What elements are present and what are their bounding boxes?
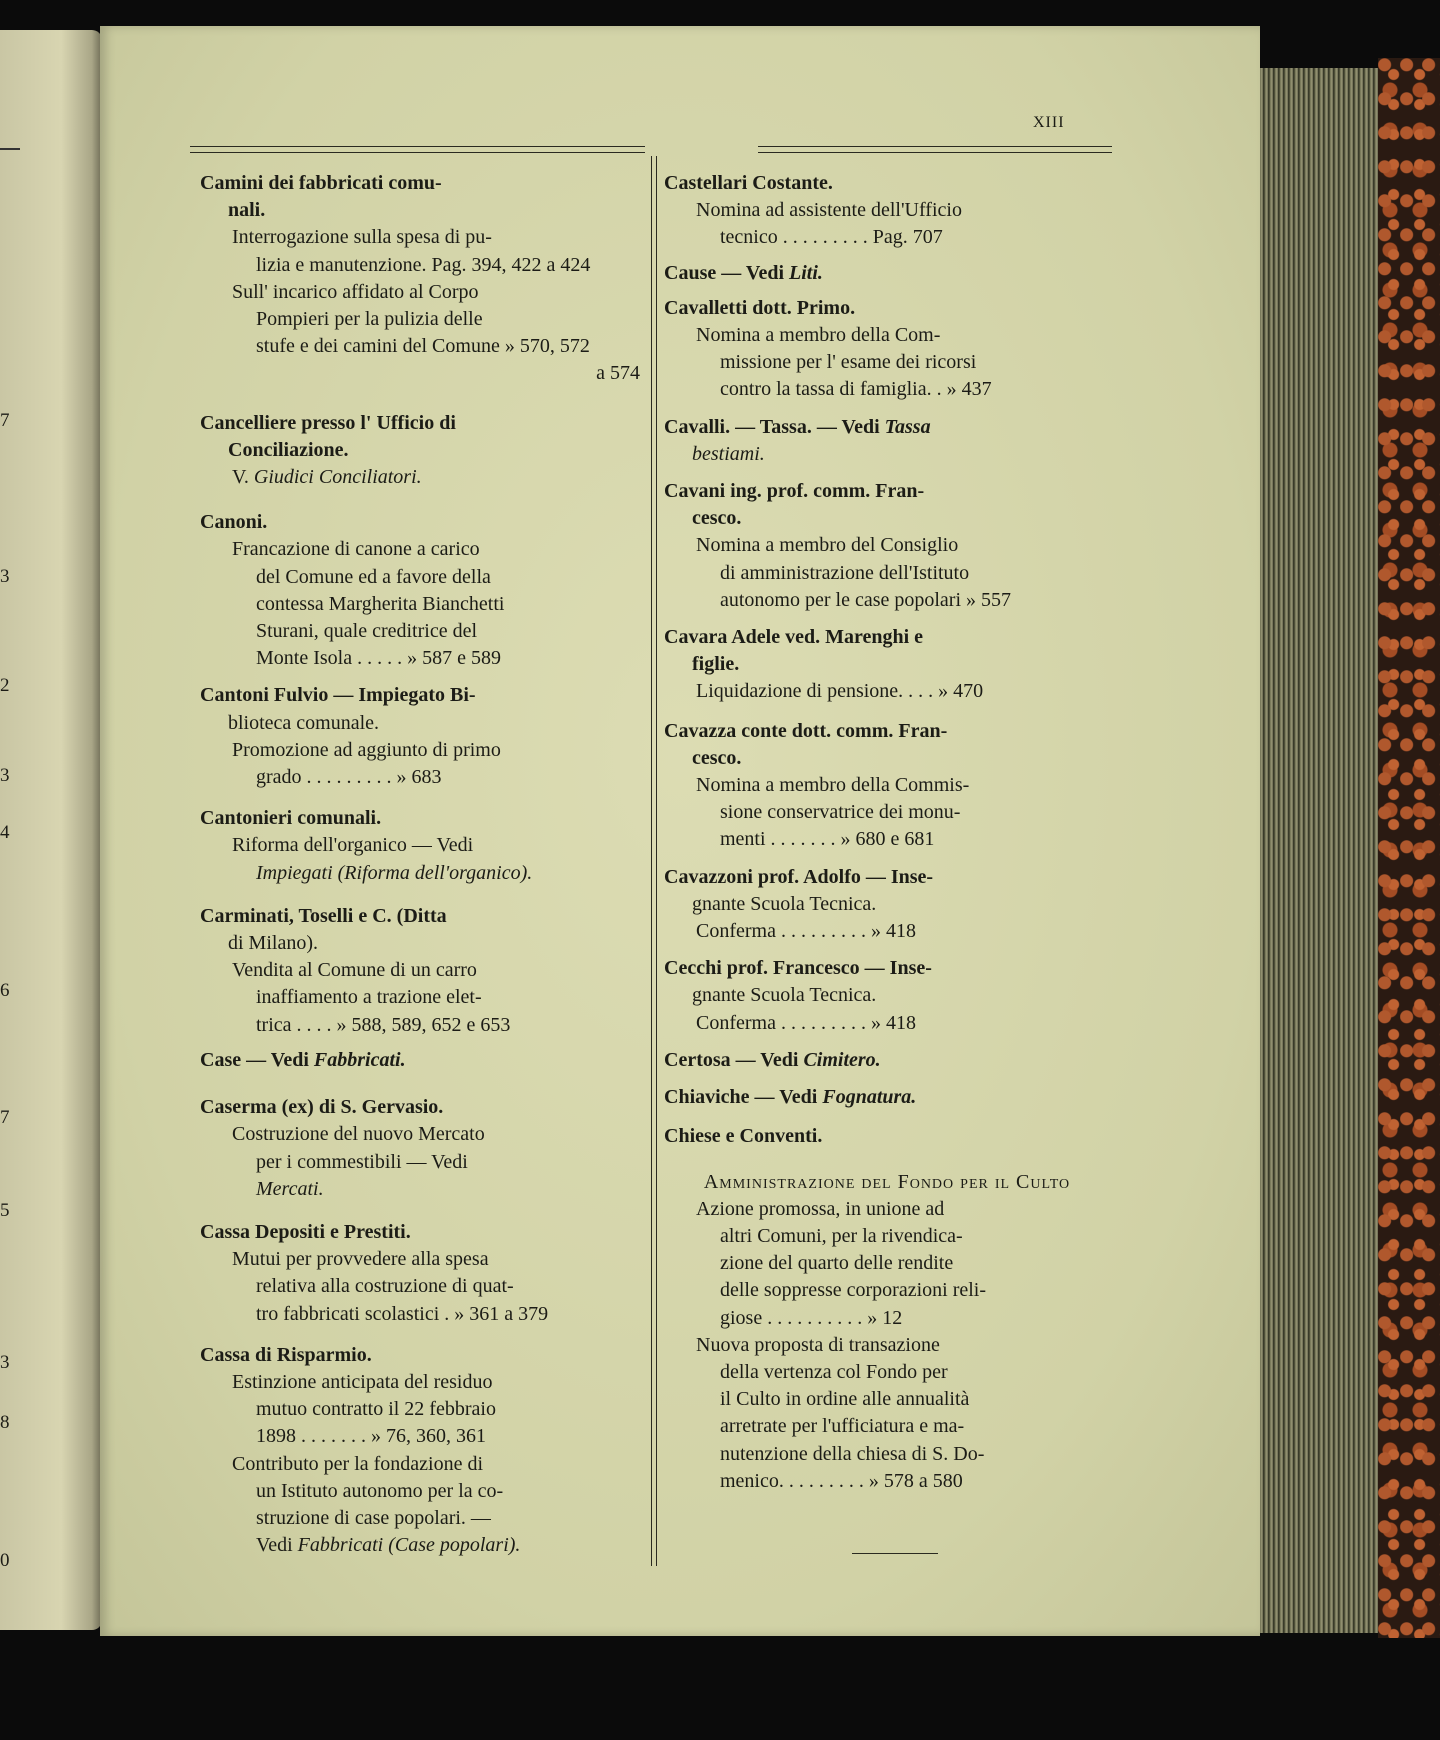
entry-text: 1898 . . . . . . . » 76, 360, 361 <box>256 1425 486 1448</box>
entry-text: Contributo per la fondazione di <box>232 1452 484 1475</box>
entry-text: di amministrazione dell'Istituto <box>720 561 970 584</box>
entry-text: relativa alla costruzione di quat- <box>256 1275 514 1298</box>
index-entry <box>664 1196 1104 1495</box>
entry-line <box>200 645 640 672</box>
entry-heading <box>200 197 640 224</box>
entry-line <box>200 1396 640 1423</box>
end-rule <box>852 1553 938 1554</box>
index-entry <box>200 1047 640 1074</box>
entry-text: stufe e dei camini del Comune » 570, 572 <box>256 335 590 358</box>
entry-text: Promozione ad aggiunto di primo <box>232 738 501 761</box>
index-entry <box>664 478 1104 614</box>
entry-line <box>200 1176 640 1203</box>
entry-text: tro fabbricati scolastici . » 361 a 379 <box>256 1302 549 1325</box>
entry-line <box>200 984 640 1011</box>
entry-line <box>664 1169 1104 1196</box>
entry-text: Conciliazione. <box>228 438 349 461</box>
index-entry <box>664 624 1104 706</box>
entry-text: Cavazza conte dott. comm. Fran- <box>664 719 948 742</box>
entry-heading <box>664 170 1104 197</box>
entry-line <box>664 1386 1104 1413</box>
entry-text: contessa Margherita Bianchetti <box>256 592 505 615</box>
cross-reference: bestiami. <box>692 442 765 465</box>
cross-reference: Mercati. <box>256 1177 324 1200</box>
entry-text: lizia e manutenzione. Pag. 394, 422 a 424 <box>256 253 591 276</box>
index-entry <box>664 955 1104 1037</box>
index-entry <box>664 1169 1104 1196</box>
entry-text: Nomina a membro della Com- <box>696 324 941 347</box>
entry-line <box>664 1250 1104 1277</box>
entry-text: Vendita al Comune di un carro <box>232 959 477 982</box>
book-cover-marbled <box>1378 58 1440 1638</box>
entry-line <box>200 360 640 387</box>
cross-reference: Giudici Conciliatori. <box>253 466 422 489</box>
entry-text: nali. <box>228 199 266 222</box>
entry-text: Mutui per provvedere alla spesa <box>232 1248 489 1271</box>
entry-text: Cavani ing. prof. comm. Fran- <box>664 480 925 503</box>
facing-page-number: 3 <box>0 566 10 587</box>
facing-page-number: 3 <box>0 765 10 786</box>
entry-text: altri Comuni, per la rivendica- <box>720 1224 963 1247</box>
entry-text: sione conservatrice dei monu- <box>720 801 961 824</box>
entry-text: blioteca comunale. <box>228 711 380 734</box>
entry-text: un Istituto autonomo per la co- <box>256 1479 504 1502</box>
entry-line <box>664 1277 1104 1304</box>
entry-heading <box>200 410 640 437</box>
entry-text: Cantonieri comunali. <box>200 807 382 830</box>
facing-page-rule <box>0 148 20 150</box>
entry-text: Vedi <box>256 1534 298 1557</box>
entry-line <box>664 560 1104 587</box>
entry-text: figlie. <box>692 653 740 676</box>
index-entry <box>200 170 640 388</box>
facing-page-number: 7 <box>0 410 10 431</box>
entry-heading <box>664 624 1104 651</box>
column-divider <box>651 156 657 1566</box>
facing-page-number: 8 <box>0 1412 10 1433</box>
entry-line <box>200 1149 640 1176</box>
entry-text: Conferma . . . . . . . . . » 418 <box>696 920 916 943</box>
entry-line <box>664 1196 1104 1223</box>
cross-reference: Liti. <box>789 261 823 284</box>
entry-text: Nomina a membro della Commis- <box>696 774 970 797</box>
index-entry <box>664 295 1104 404</box>
entry-line <box>200 1301 640 1328</box>
entry-line <box>664 441 1104 468</box>
index-entry <box>664 864 1104 946</box>
index-entry <box>664 414 1104 468</box>
entry-text: arretrate per l'ufficiatura e ma- <box>720 1415 965 1438</box>
entry-text: Castellari Costante. <box>664 172 833 194</box>
entry-heading <box>664 260 1104 287</box>
entry-line <box>200 564 640 591</box>
entry-text: Cassa di Risparmio. <box>200 1343 372 1366</box>
cross-reference: Impiegati (Riforma dell'organico). <box>256 861 533 884</box>
entry-line <box>200 1121 640 1148</box>
entry-text: autonomo per le case popolari » 557 <box>720 588 1012 611</box>
entry-heading <box>664 505 1104 532</box>
left-column <box>200 170 640 1559</box>
entry-text: Cecchi prof. Francesco — Inse- <box>664 957 932 980</box>
entry-heading <box>664 1084 1104 1111</box>
entry-text: giose . . . . . . . . . . » 12 <box>720 1306 903 1329</box>
entry-heading <box>200 903 640 930</box>
entry-line <box>664 826 1104 853</box>
entry-text: della vertenza col Fondo per <box>720 1360 948 1383</box>
entry-text: menico. . . . . . . . . » 578 a 580 <box>720 1469 963 1492</box>
index-entry <box>664 170 1104 252</box>
entry-text: Camini dei fabbricati comu- <box>200 172 442 194</box>
entry-text: Costruzione del nuovo Mercato <box>232 1123 485 1146</box>
entry-text: Azione promossa, in unione ad <box>696 1197 945 1220</box>
entry-line <box>200 860 640 887</box>
entry-heading <box>200 1094 640 1121</box>
entry-line <box>200 1273 640 1300</box>
entry-heading <box>664 295 1104 322</box>
entry-text: Sturani, quale creditrice del <box>256 620 478 643</box>
entry-text: Conferma . . . . . . . . . » 418 <box>696 1011 916 1034</box>
entry-text: gnante Scuola Tecnica. <box>692 892 877 915</box>
entry-line <box>200 764 640 791</box>
index-entry <box>200 1342 640 1560</box>
entry-line <box>200 464 640 491</box>
facing-page-number: 4 <box>0 822 10 843</box>
entry-heading <box>200 170 640 197</box>
cross-reference: Tassa <box>884 415 931 438</box>
index-entry <box>200 682 640 791</box>
index-entry <box>200 1219 640 1328</box>
entry-line <box>200 1369 640 1396</box>
entry-text: Cavalletti dott. Primo. <box>664 296 856 319</box>
entry-heading <box>664 1047 1104 1074</box>
entry-text: Pompieri per la pulizia delle <box>256 308 483 331</box>
index-entry <box>200 410 640 492</box>
index-entry <box>664 1123 1104 1150</box>
index-entry <box>664 260 1104 287</box>
entry-line <box>664 982 1104 1009</box>
entry-heading <box>664 478 1104 505</box>
entry-text: inaffiamento a trazione elet- <box>256 986 482 1009</box>
index-entry <box>664 1047 1104 1074</box>
entry-text: gnante Scuola Tecnica. <box>692 984 877 1007</box>
cross-reference: Fognatura. <box>822 1086 917 1109</box>
entry-line <box>664 918 1104 945</box>
page-number: XIII <box>1033 114 1065 131</box>
entry-text: Carminati, Toselli e C. (Ditta <box>200 904 447 927</box>
entry-line <box>664 1332 1104 1359</box>
entry-text: Francazione di canone a carico <box>232 538 480 561</box>
entry-line <box>664 1468 1104 1495</box>
entry-text: Riforma dell'organico — Vedi <box>232 834 474 857</box>
entry-line <box>200 1478 640 1505</box>
entry-heading <box>664 745 1104 772</box>
entry-text: Amministrazione del Fondo per il Culto <box>703 1170 1071 1193</box>
entry-line <box>200 1451 640 1478</box>
entry-text: il Culto in ordine alle annualità <box>720 1388 970 1411</box>
entry-text: menti . . . . . . . » 680 e 681 <box>720 828 935 851</box>
entry-text: Nomina ad assistente dell'Ufficio <box>696 199 962 222</box>
entry-heading <box>664 955 1104 982</box>
entry-text: del Comune ed a favore della <box>256 565 491 588</box>
entry-line <box>200 333 640 360</box>
entry-heading <box>664 718 1104 745</box>
entry-text: tecnico . . . . . . . . . Pag. 707 <box>720 226 943 249</box>
entry-line <box>200 1423 640 1450</box>
entry-line <box>664 197 1104 224</box>
header-rule-right <box>758 146 1112 153</box>
entry-heading <box>200 437 640 464</box>
entry-line <box>664 799 1104 826</box>
entry-text: nutenzione della chiesa di S. Do- <box>720 1442 985 1465</box>
facing-page-number: 2 <box>0 675 10 696</box>
entry-text: Certosa — Vedi <box>664 1048 804 1071</box>
entry-text: Cavara Adele ved. Marenghi e <box>664 626 924 649</box>
index-entry <box>200 805 640 887</box>
index-entry <box>200 509 640 672</box>
entry-line <box>200 306 640 333</box>
entry-line <box>664 678 1104 705</box>
entry-line <box>200 224 640 251</box>
entry-text: per i commestibili — Vedi <box>256 1150 468 1173</box>
entry-text: Nomina a membro del Consiglio <box>696 534 959 557</box>
entry-text: contro la tassa di famiglia. . » 437 <box>720 378 992 401</box>
entry-text: trica . . . . » 588, 589, 652 e 653 <box>256 1013 511 1036</box>
entry-line <box>664 322 1104 349</box>
entry-heading <box>200 1342 640 1369</box>
entry-line <box>200 279 640 306</box>
entry-line <box>664 891 1104 918</box>
entry-text: Case — Vedi <box>200 1048 314 1071</box>
entry-text: Cause — Vedi <box>664 261 790 284</box>
entry-line <box>664 1010 1104 1037</box>
entry-line <box>200 536 640 563</box>
entry-line <box>664 1359 1104 1386</box>
entry-text: V. <box>232 466 254 489</box>
entry-line <box>664 224 1104 251</box>
facing-page-number: 7 <box>0 1107 10 1128</box>
entry-text: Nuova proposta di transazione <box>696 1333 940 1356</box>
entry-text: zione del quarto delle rendite <box>720 1252 954 1275</box>
entry-line <box>200 957 640 984</box>
entry-line <box>200 591 640 618</box>
entry-heading <box>200 1219 640 1246</box>
entry-text: Cavalli. — Tassa. — Vedi <box>664 415 885 438</box>
entry-text: Cantoni Fulvio — Impiegato Bi- <box>200 684 476 707</box>
entry-line <box>664 349 1104 376</box>
entry-text: cesco. <box>692 746 742 769</box>
entry-line <box>200 252 640 279</box>
entry-line <box>664 1441 1104 1468</box>
entry-heading <box>200 1047 640 1074</box>
facing-page-number: 6 <box>0 980 10 1001</box>
entry-text: Estinzione anticipata del residuo <box>232 1370 493 1393</box>
entry-text: Chiese e Conventi. <box>664 1125 823 1148</box>
cross-reference: Fabbricati. <box>313 1048 406 1071</box>
facing-page-number: 3 <box>0 1352 10 1373</box>
entry-text: Cancelliere presso l' Ufficio di <box>200 411 456 434</box>
entry-line <box>664 532 1104 559</box>
entry-heading <box>664 864 1104 891</box>
entry-text: missione per l' esame dei ricorsi <box>720 351 977 374</box>
entry-text: struzione di case popolari. — <box>256 1506 491 1529</box>
index-entry <box>200 1094 640 1203</box>
entry-text: di Milano). <box>228 932 318 955</box>
header-rule-left <box>190 146 645 153</box>
entry-line <box>664 1413 1104 1440</box>
entry-line <box>200 832 640 859</box>
entry-line <box>200 1505 640 1532</box>
index-entry <box>664 1084 1104 1111</box>
entry-text: Caserma (ex) di S. Gervasio. <box>200 1096 444 1119</box>
entry-heading <box>200 509 640 536</box>
entry-heading <box>664 651 1104 678</box>
entry-text: mutuo contratto il 22 febbraio <box>256 1398 496 1421</box>
entry-line <box>200 930 640 957</box>
entry-heading <box>200 805 640 832</box>
entry-text: Monte Isola . . . . . » 587 e 589 <box>256 647 501 670</box>
entry-heading <box>664 414 1104 441</box>
entry-line <box>664 1223 1104 1250</box>
entry-line <box>200 1012 640 1039</box>
entry-text: grado . . . . . . . . . » 683 <box>256 766 442 789</box>
entry-line <box>200 1246 640 1273</box>
facing-page-number: 5 <box>0 1200 10 1221</box>
entry-line <box>664 1305 1104 1332</box>
entry-line <box>664 376 1104 403</box>
entry-text: Liquidazione di pensione. . . . » 470 <box>696 680 984 703</box>
index-entry <box>664 718 1104 854</box>
entry-line <box>664 587 1104 614</box>
right-column <box>664 170 1104 1505</box>
entry-line <box>200 1532 640 1559</box>
entry-text: Cassa Depositi e Prestiti. <box>200 1220 411 1243</box>
entry-heading <box>200 682 640 709</box>
entry-heading <box>664 1123 1104 1150</box>
entry-text: a 574 <box>596 362 640 385</box>
entry-text: delle soppresse corporazioni reli- <box>720 1279 987 1302</box>
entry-text: Sull' incarico affidato al Corpo <box>232 280 479 303</box>
facing-page-edge <box>0 30 102 1630</box>
entry-text: Interrogazione sulla spesa di pu- <box>232 226 492 249</box>
cross-reference: Fabbricati (Case popolari). <box>297 1534 521 1557</box>
entry-text: Chiaviche — Vedi <box>664 1086 823 1109</box>
index-entry <box>200 903 640 1039</box>
cross-reference: Cimitero. <box>803 1048 881 1071</box>
entry-text: Cavazzoni prof. Adolfo — Inse- <box>664 865 934 888</box>
entry-line <box>200 710 640 737</box>
entry-line <box>200 618 640 645</box>
entry-text: Canoni. <box>200 511 268 534</box>
facing-page-number: 0 <box>0 1550 10 1571</box>
entry-line <box>664 772 1104 799</box>
entry-line <box>200 737 640 764</box>
entry-text: cesco. <box>692 507 742 530</box>
